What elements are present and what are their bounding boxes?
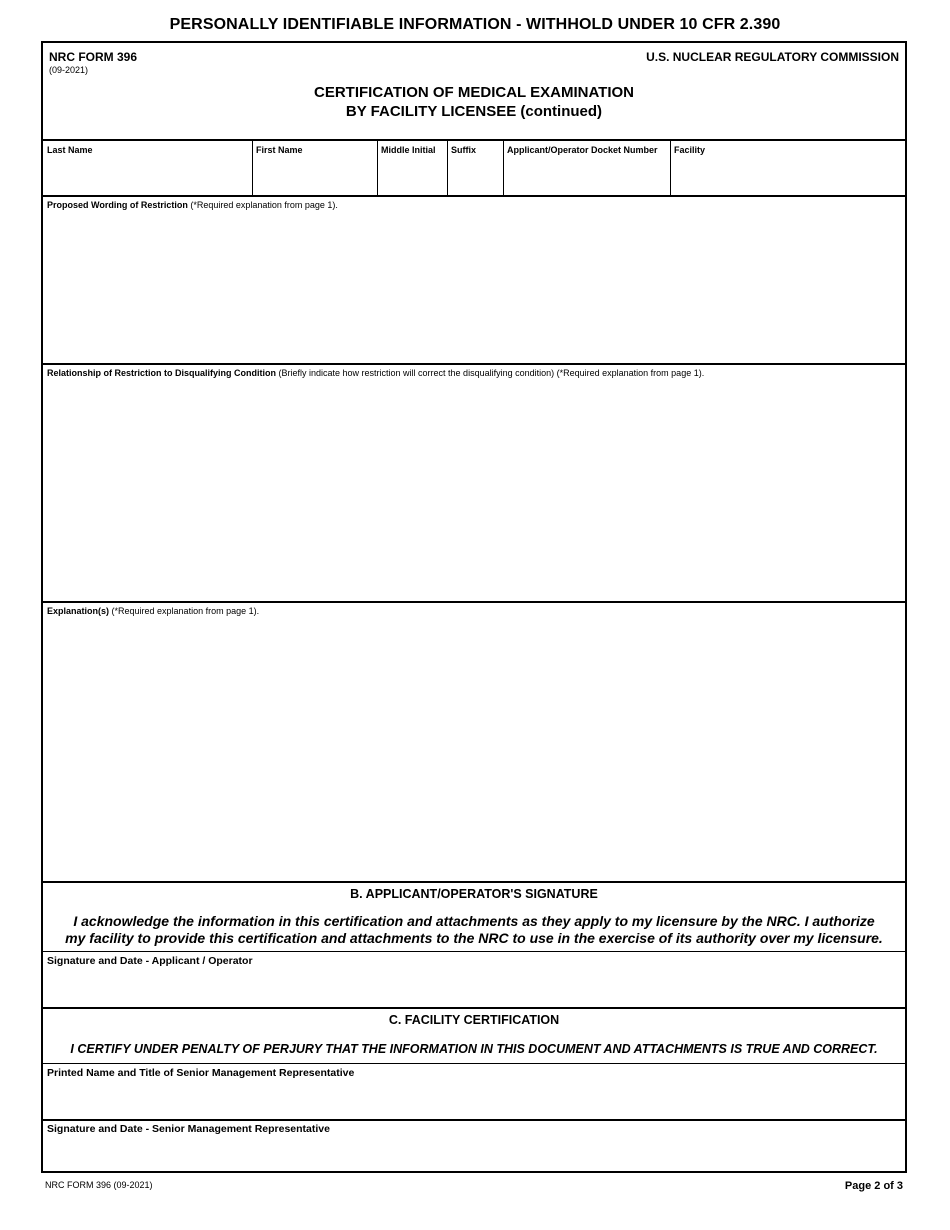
applicant-signature-field[interactable]	[43, 969, 905, 1007]
divider	[43, 139, 905, 141]
column-divider	[503, 141, 504, 196]
form-body	[41, 41, 907, 1173]
divider	[43, 881, 905, 883]
restriction-label	[47, 200, 338, 210]
applicant-signature-label: Signature and Date - Applicant / Operator	[47, 955, 253, 967]
divider	[43, 1119, 905, 1121]
restriction-note: (*Required explanation from page 1).	[187, 200, 338, 210]
divider	[43, 951, 905, 952]
middle-initial-field[interactable]	[379, 157, 447, 195]
column-divider	[252, 141, 253, 196]
restriction-title: Proposed Wording of Restriction	[47, 200, 188, 210]
middle-initial-label: Middle Initial	[381, 145, 436, 155]
representative-signature-field[interactable]	[43, 1137, 905, 1171]
representative-signature-label: Signature and Date - Senior Management Representative	[47, 1123, 330, 1135]
suffix-field[interactable]	[449, 157, 503, 195]
printed-name-field[interactable]	[43, 1081, 905, 1119]
divider	[43, 1007, 905, 1009]
section-b-statement-line-2: my facility to provide this certification and attachments to the NRC to use in the exercise of its authority over my licensure.	[65, 930, 883, 946]
section-c-statement: I CERTIFY UNDER PENALTY OF PERJURY THAT THE INFORMATION IN THIS DOCUMENT AND ATTACHMENTS IS TRUE AND CORRECT.	[70, 1042, 878, 1056]
form-title-line-1: CERTIFICATION OF MEDICAL EXAMINATION	[314, 84, 634, 101]
relationship-label	[47, 368, 704, 378]
last-name-label: Last Name	[47, 145, 93, 155]
restriction-field[interactable]	[43, 213, 905, 363]
explanations-label	[47, 606, 259, 616]
explanations-note: (*Required explanation from page 1).	[109, 606, 260, 616]
footer-form-id: NRC FORM 396 (09-2021)	[45, 1180, 153, 1190]
relationship-note: (Briefly indicate how restriction will correct the disqualifying condition) (*Required explanation from page 1).	[276, 368, 705, 378]
section-b-heading: B. APPLICANT/OPERATOR'S SIGNATURE	[350, 887, 598, 901]
explanations-title: Explanation(s)	[47, 606, 110, 616]
explanations-field[interactable]	[43, 619, 905, 881]
relationship-title: Relationship of Restriction to Disqualifying Condition	[47, 368, 276, 378]
section-c-heading: C. FACILITY CERTIFICATION	[388, 1013, 560, 1027]
docket-number-label: Applicant/Operator Docket Number	[507, 145, 658, 155]
page-number: Page 2 of 3	[844, 1180, 903, 1192]
suffix-label: Suffix	[451, 145, 477, 155]
first-name-label: First Name	[256, 145, 303, 155]
facility-label: Facility	[674, 145, 706, 155]
section-b-statement-line-1: I acknowledge the information in this certification and attachments as they apply to my licensure by the NRC. I authorize	[73, 913, 875, 929]
divider	[43, 363, 905, 365]
first-name-field[interactable]	[254, 157, 377, 195]
last-name-field[interactable]	[43, 157, 252, 195]
agency-name: U.S. NUCLEAR REGULATORY COMMISSION	[646, 50, 899, 64]
printed-name-label: Printed Name and Title of Senior Management Representative	[47, 1067, 355, 1079]
column-divider	[670, 141, 671, 196]
column-divider	[377, 141, 378, 196]
divider	[43, 601, 905, 603]
docket-number-field[interactable]	[505, 157, 670, 195]
pii-banner: PERSONALLY IDENTIFIABLE INFORMATION - WITHHOLD UNDER 10 CFR 2.390	[169, 16, 781, 33]
facility-field[interactable]	[672, 157, 905, 195]
form-revision: (09-2021)	[49, 65, 89, 75]
divider	[43, 1063, 905, 1064]
divider	[43, 195, 905, 197]
form-title-line-2: BY FACILITY LICENSEE (continued)	[345, 103, 603, 120]
relationship-field[interactable]	[43, 381, 905, 601]
column-divider	[447, 141, 448, 196]
form-number: NRC FORM 396	[49, 50, 138, 64]
